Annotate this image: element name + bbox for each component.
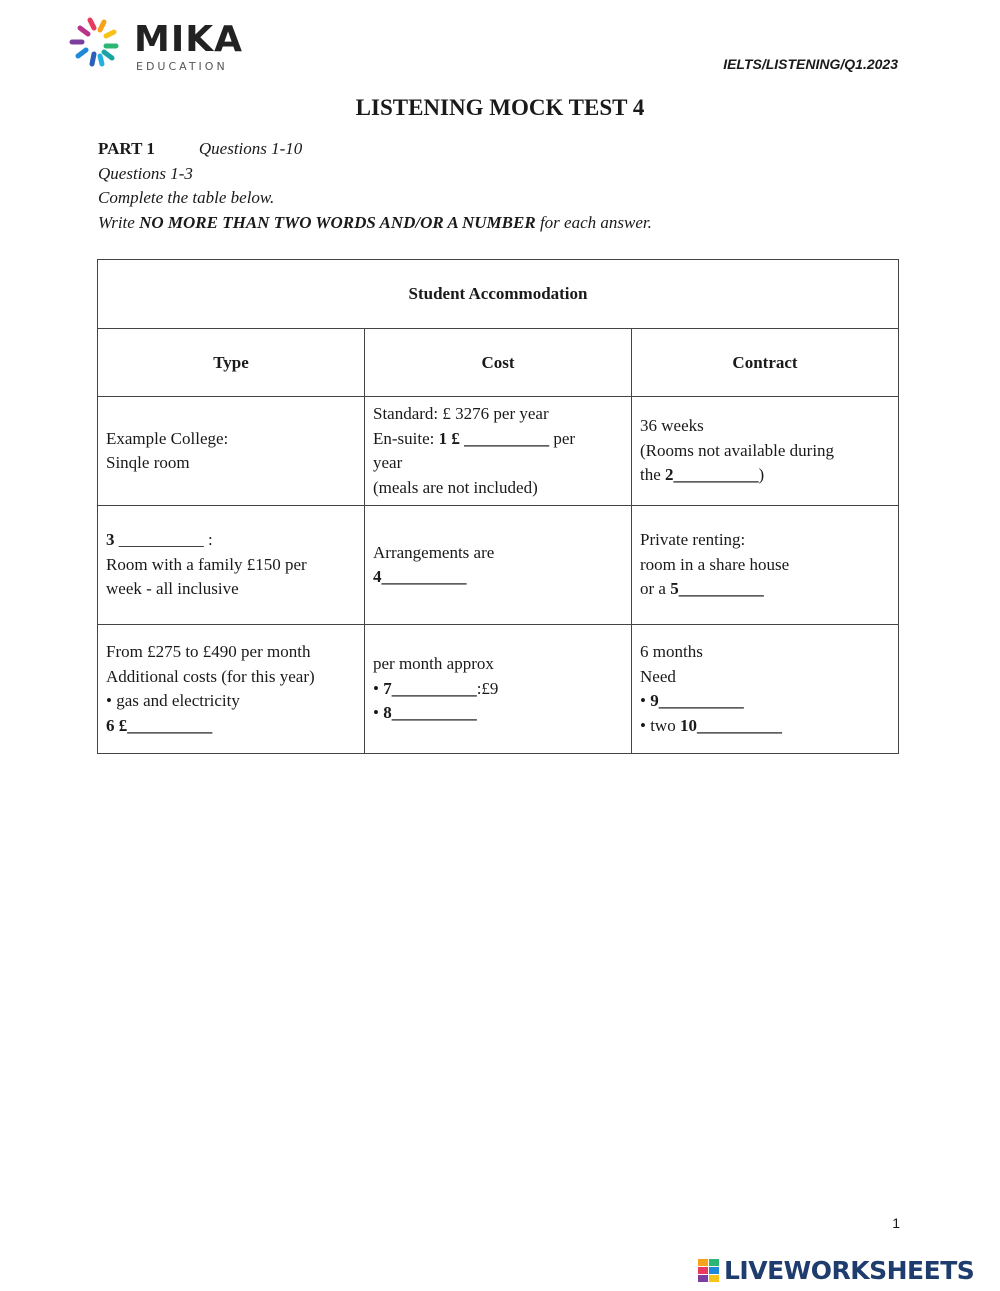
page-number: 1 bbox=[892, 1215, 900, 1231]
answer-blank-5[interactable]: __________ bbox=[678, 579, 764, 599]
liveworksheets-cubes-icon bbox=[698, 1259, 720, 1283]
sub-questions: Questions 1-3 bbox=[98, 163, 193, 183]
answer-blank-4[interactable]: __________ bbox=[381, 567, 467, 586]
mika-logo-icon bbox=[68, 16, 128, 72]
header-contract: Contract bbox=[632, 329, 899, 397]
table-caption: Student Accommodation bbox=[98, 260, 899, 329]
page-title: LISTENING MOCK TEST 4 bbox=[355, 95, 645, 120]
document-code: IELTS/LISTENING/Q1.2023 bbox=[723, 56, 898, 72]
liveworksheets-wordmark: LIVEWORKSHEETS bbox=[724, 1256, 975, 1285]
table-row bbox=[98, 625, 899, 754]
cell-cost: Standard: £ 3276 per year En-suite: 1 £ __________ per year (meals are not included) bbox=[365, 397, 632, 506]
cell-contract: 6 months Need • 9__________ • two 10__________ bbox=[632, 625, 899, 754]
answer-blank-2[interactable]: __________ bbox=[673, 465, 759, 485]
part-line bbox=[98, 137, 652, 162]
accommodation-table bbox=[97, 259, 899, 754]
cell-contract: 36 weeks (Rooms not available during the 2__________) bbox=[632, 397, 899, 506]
answer-blank-3[interactable]: __________ bbox=[118, 530, 204, 550]
questions-range: Questions 1-10 bbox=[198, 139, 303, 158]
cell-cost: per month approx • 7__________:£9 • 8__________ bbox=[365, 625, 632, 754]
complete-instruction: Complete the table below. bbox=[98, 188, 275, 207]
cell-type: Example College: Sinqle room bbox=[98, 397, 365, 506]
header-cost: Cost bbox=[365, 329, 632, 397]
instructions bbox=[98, 137, 652, 235]
cell-type: From £275 to £490 per month Additional costs (for this year) • gas and electricity 6 £__________ bbox=[98, 625, 365, 754]
part-label: PART 1 bbox=[98, 139, 155, 158]
mika-logo bbox=[68, 16, 243, 76]
answer-blank-8[interactable]: __________ bbox=[391, 703, 477, 723]
cell-cost: Arrangements are 4__________ bbox=[365, 506, 632, 625]
cell-contract: Private renting: room in a share house or a 5__________ bbox=[632, 506, 899, 625]
logo-subtitle: EDUCATION bbox=[136, 60, 228, 73]
answer-blank-6[interactable]: __________ bbox=[127, 715, 213, 735]
table-row bbox=[98, 397, 899, 506]
header-type: Type bbox=[98, 329, 365, 397]
cell-type: 3 __________ : Room with a family £150 per week - all inclusive bbox=[98, 506, 365, 625]
table-row bbox=[98, 506, 899, 625]
word-limit-instruction: Write NO MORE THAN TWO WORDS AND/OR A NUMBER for each answer. bbox=[98, 212, 652, 232]
answer-blank-9[interactable]: __________ bbox=[658, 691, 744, 710]
answer-blank-10[interactable]: __________ bbox=[696, 715, 782, 735]
logo-name: MIKA bbox=[134, 19, 243, 60]
answer-blank-7[interactable]: __________ bbox=[391, 678, 477, 698]
answer-blank-1[interactable]: __________ bbox=[464, 428, 550, 448]
